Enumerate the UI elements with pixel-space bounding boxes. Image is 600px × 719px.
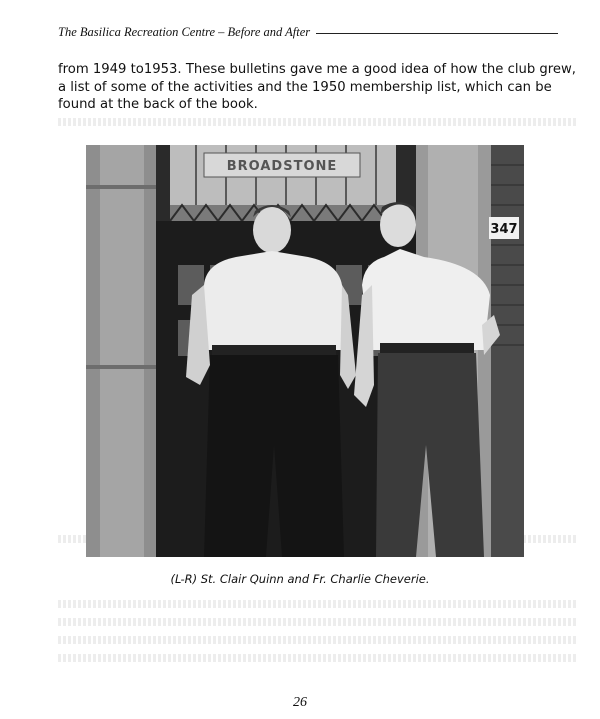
running-header xyxy=(58,24,558,40)
show-through-line xyxy=(58,600,578,608)
door-number: 347 xyxy=(490,222,518,237)
photo-caption: (L-R) St. Clair Quinn and Fr. Charlie Cheverie. xyxy=(170,572,430,586)
show-through-line xyxy=(58,118,578,126)
header-rule xyxy=(316,33,558,34)
photo-illustration xyxy=(86,145,524,557)
running-title: The Basilica Recreation Centre – Before and After xyxy=(58,24,311,39)
page-number: 26 xyxy=(293,695,307,710)
show-through-line xyxy=(58,618,578,626)
show-through-line xyxy=(58,636,578,644)
building-sign: BROADSTONE xyxy=(226,159,338,174)
show-through-line xyxy=(58,654,578,662)
photograph xyxy=(86,145,524,557)
body-paragraph: from 1949 to1953. These bulletins gave me a good idea of how the club grew, a list of some of the activities and the 1950 membership list, which can be found at the back of the book. xyxy=(58,62,576,112)
